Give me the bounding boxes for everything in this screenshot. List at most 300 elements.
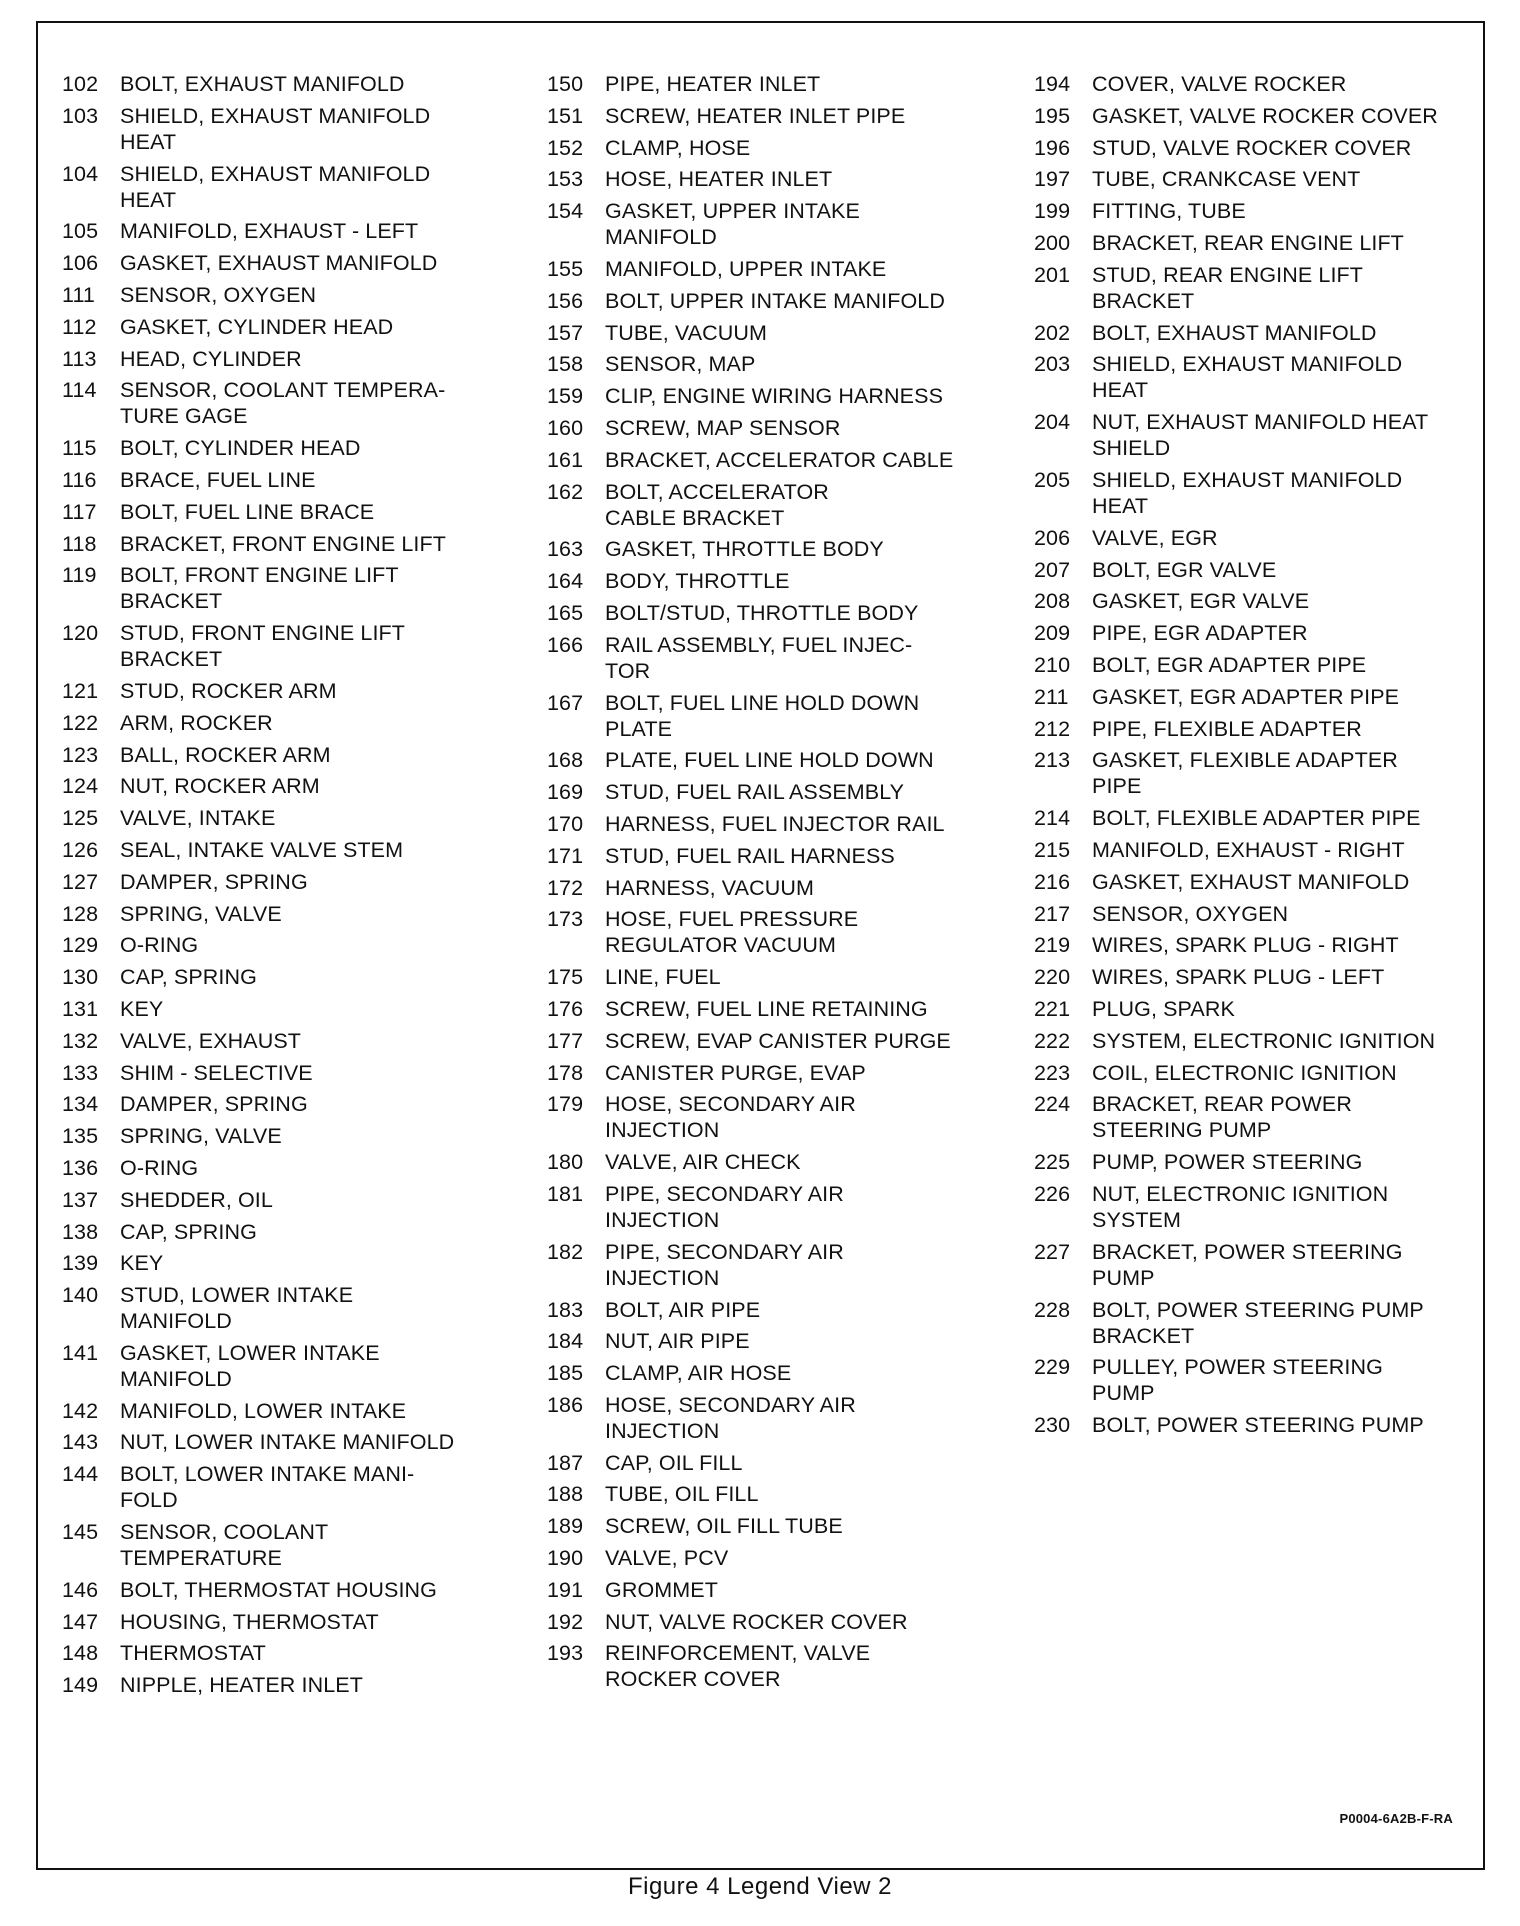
- legend-item: [547, 1513, 1027, 1539]
- item-description: CLAMP, HOSE: [605, 135, 751, 160]
- item-description: BRACKET, POWER STEERING PUMP: [1092, 1239, 1403, 1290]
- item-number: 193: [547, 1641, 584, 1666]
- legend-item: [62, 1519, 532, 1571]
- item-number: 151: [547, 103, 584, 128]
- item-description: BOLT, EXHAUST MANIFOLD: [120, 72, 405, 96]
- legend-item: [62, 1398, 532, 1424]
- item-description: TUBE, OIL FILL: [605, 1482, 759, 1507]
- item-description: GASKET, FLEXIBLE ADAPTER PIPE: [1092, 748, 1398, 799]
- legend-item: [1034, 166, 1484, 192]
- legend-item: [62, 467, 532, 493]
- item-number: 117: [62, 499, 97, 524]
- legend-item: [547, 1091, 1027, 1143]
- item-number: 105: [62, 219, 99, 244]
- item-description: BOLT, THERMOSTAT HOUSING: [120, 1577, 437, 1602]
- item-number: 136: [62, 1155, 99, 1180]
- item-description: BODY, THROTTLE: [605, 569, 790, 594]
- legend-item: [62, 1219, 532, 1245]
- legend-item: [547, 811, 1027, 837]
- legend-frame: [36, 21, 1485, 1870]
- legend-item: [62, 282, 532, 308]
- legend-item: [62, 562, 532, 614]
- legend-item: [62, 805, 532, 831]
- legend-item: [547, 1328, 1027, 1354]
- item-description: NUT, EXHAUST MANIFOLD HEAT SHIELD: [1092, 410, 1429, 461]
- item-number: 182: [547, 1239, 584, 1264]
- item-number: 215: [1034, 837, 1071, 862]
- item-number: 208: [1034, 589, 1071, 614]
- legend-item: [547, 1028, 1027, 1054]
- legend-item: [1034, 652, 1484, 678]
- item-description: STUD, FUEL RAIL ASSEMBLY: [605, 780, 905, 805]
- legend-item: [547, 964, 1027, 990]
- item-description: STUD, FRONT ENGINE LIFT BRACKET: [120, 621, 406, 672]
- item-description: SENSOR, OXYGEN: [1092, 901, 1289, 926]
- item-description: RAIL ASSEMBLY, FUEL INJEC- TOR: [605, 632, 913, 683]
- item-description: SHIM - SELECTIVE: [120, 1060, 313, 1085]
- legend-item: [62, 1060, 532, 1086]
- legend-item: [547, 1149, 1027, 1175]
- legend-item: [62, 1609, 532, 1635]
- item-number: 135: [62, 1124, 99, 1149]
- item-number: 106: [62, 251, 99, 276]
- legend-item: [62, 620, 532, 672]
- item-description: SENSOR, MAP: [605, 352, 756, 377]
- item-number: 116: [62, 467, 97, 492]
- item-number: 214: [1034, 806, 1071, 831]
- legend-item: [1034, 467, 1484, 519]
- item-number: 137: [62, 1187, 99, 1212]
- item-number: 170: [547, 811, 584, 836]
- legend-item: [62, 996, 532, 1022]
- item-description: HARNESS, FUEL INJECTOR RAIL: [605, 811, 945, 836]
- item-number: 148: [62, 1641, 99, 1666]
- item-number: 131: [62, 996, 99, 1021]
- legend-item: [547, 906, 1027, 958]
- legend-item: [547, 1609, 1027, 1635]
- item-description: SYSTEM, ELECTRONIC IGNITION: [1092, 1028, 1436, 1053]
- item-description: PIPE, HEATER INLET: [605, 72, 821, 96]
- legend-item: [1034, 1181, 1484, 1233]
- legend-item: [62, 531, 532, 557]
- item-description: TUBE, CRANKCASE VENT: [1092, 167, 1361, 192]
- item-description: GASKET, THROTTLE BODY: [605, 537, 884, 562]
- item-number: 147: [62, 1609, 99, 1634]
- item-number: 177: [547, 1028, 584, 1053]
- item-number: 199: [1034, 199, 1071, 224]
- legend-item: [62, 1123, 532, 1149]
- legend-item: [547, 747, 1027, 773]
- item-description: O-RING: [120, 1155, 199, 1180]
- item-number: 171: [547, 843, 584, 868]
- item-description: SHIELD, EXHAUST MANIFOLD HEAT: [120, 103, 431, 154]
- item-description: PIPE, SECONDARY AIR INJECTION: [605, 1239, 844, 1290]
- item-number: 184: [547, 1329, 584, 1354]
- item-number: 132: [62, 1028, 99, 1053]
- item-number: 165: [547, 600, 584, 625]
- legend-item: [547, 256, 1027, 282]
- item-number: 178: [547, 1060, 584, 1085]
- legend-item: [1034, 716, 1484, 742]
- item-number: 149: [62, 1673, 99, 1698]
- item-description: NUT, LOWER INTAKE MANIFOLD: [120, 1430, 455, 1455]
- legend-item: [62, 742, 532, 768]
- legend-item: [1034, 684, 1484, 710]
- item-description: GASKET, CYLINDER HEAD: [120, 314, 394, 339]
- legend-item: [1034, 805, 1484, 831]
- item-description: VALVE, AIR CHECK: [605, 1150, 801, 1175]
- item-number: 185: [547, 1361, 584, 1386]
- item-description: GASKET, EGR ADAPTER PIPE: [1092, 684, 1400, 709]
- item-number: 205: [1034, 467, 1071, 492]
- item-description: SPRING, VALVE: [120, 1124, 282, 1149]
- item-number: 173: [547, 907, 584, 932]
- item-number: 128: [62, 901, 99, 926]
- item-description: SEAL, INTAKE VALVE STEM: [120, 837, 404, 862]
- legend-item: [62, 499, 532, 525]
- item-description: MANIFOLD, UPPER INTAKE: [605, 256, 887, 281]
- legend-item: [547, 383, 1027, 409]
- item-number: 196: [1034, 135, 1071, 160]
- item-description: HOSE, SECONDARY AIR INJECTION: [605, 1392, 856, 1443]
- item-description: BOLT/STUD, THROTTLE BODY: [605, 600, 919, 625]
- item-number: 144: [62, 1462, 99, 1487]
- legend-item: [547, 690, 1027, 742]
- legend-item: [62, 1028, 532, 1054]
- item-description: BRACKET, REAR POWER STEERING PUMP: [1092, 1092, 1352, 1143]
- item-description: REINFORCEMENT, VALVE ROCKER COVER: [605, 1641, 871, 1692]
- legend-item: [1034, 351, 1484, 403]
- legend-item: [1034, 1412, 1484, 1438]
- item-description: KEY: [120, 996, 164, 1021]
- item-number: 181: [547, 1181, 584, 1206]
- item-description: BRACKET, ACCELERATOR CABLE: [605, 447, 954, 472]
- legend-item: [547, 447, 1027, 473]
- item-description: SCREW, HEATER INLET PIPE: [605, 103, 906, 128]
- legend-item: [62, 377, 532, 429]
- item-description: BOLT, POWER STEERING PUMP: [1092, 1413, 1424, 1438]
- item-description: VALVE, PCV: [605, 1546, 729, 1571]
- item-description: HEAD, CYLINDER: [120, 346, 302, 371]
- item-description: HOUSING, THERMOSTAT: [120, 1609, 379, 1634]
- item-description: KEY: [120, 1251, 164, 1276]
- item-description: CAP, OIL FILL: [605, 1450, 743, 1475]
- item-description: SENSOR, OXYGEN: [120, 282, 317, 307]
- item-description: VALVE, EXHAUST: [120, 1028, 302, 1053]
- legend-item: [62, 71, 532, 97]
- legend-item: [1034, 1297, 1484, 1349]
- item-description: BRACKET, FRONT ENGINE LIFT: [120, 531, 446, 556]
- item-description: STUD, VALVE ROCKER COVER: [1092, 135, 1412, 160]
- legend-item: [1034, 1091, 1484, 1143]
- item-description: NIPPLE, HEATER INLET: [120, 1673, 363, 1698]
- item-number: 126: [62, 837, 99, 862]
- item-number: 145: [62, 1520, 99, 1545]
- item-description: BOLT, AIR PIPE: [605, 1297, 761, 1322]
- legend-item: [547, 1060, 1027, 1086]
- item-number: 219: [1034, 933, 1071, 958]
- item-number: 154: [547, 199, 584, 224]
- item-description: HOSE, FUEL PRESSURE REGULATOR VACUUM: [605, 907, 859, 958]
- item-description: STUD, REAR ENGINE LIFT BRACKET: [1092, 262, 1363, 313]
- legend-item: [62, 1577, 532, 1603]
- legend-item: [62, 314, 532, 340]
- item-description: MANIFOLD, EXHAUST - RIGHT: [1092, 837, 1405, 862]
- item-number: 111: [62, 282, 95, 307]
- item-description: MANIFOLD, EXHAUST - LEFT: [120, 219, 419, 244]
- item-number: 150: [547, 72, 584, 96]
- item-number: 189: [547, 1514, 584, 1539]
- item-number: 187: [547, 1450, 584, 1475]
- item-description: CAP, SPRING: [120, 1219, 257, 1244]
- item-description: WIRES, SPARK PLUG - RIGHT: [1092, 933, 1399, 958]
- item-description: BOLT, UPPER INTAKE MANIFOLD: [605, 288, 945, 313]
- item-number: 146: [62, 1577, 99, 1602]
- item-description: SHIELD, EXHAUST MANIFOLD HEAT: [1092, 467, 1403, 518]
- item-number: 124: [62, 774, 99, 799]
- item-number: 167: [547, 690, 584, 715]
- legend-item: [1034, 320, 1484, 346]
- legend-item: [547, 1640, 1027, 1692]
- item-description: ARM, ROCKER: [120, 710, 273, 735]
- item-number: 130: [62, 965, 99, 990]
- item-number: 224: [1034, 1092, 1071, 1117]
- legend-item: [1034, 588, 1484, 614]
- item-number: 188: [547, 1482, 584, 1507]
- legend-item: [547, 1297, 1027, 1323]
- item-description: BRACE, FUEL LINE: [120, 467, 316, 492]
- legend-item: [62, 964, 532, 990]
- item-number: 210: [1034, 652, 1071, 677]
- item-number: 200: [1034, 230, 1071, 255]
- figure-caption: Figure 4 Legend View 2: [627, 1873, 893, 1900]
- item-description: GASKET, EGR VALVE: [1092, 589, 1310, 614]
- legend-item: [1034, 135, 1484, 161]
- item-description: VALVE, INTAKE: [120, 806, 276, 831]
- item-number: 113: [62, 346, 97, 371]
- item-number: 134: [62, 1092, 99, 1117]
- item-description: NUT, AIR PIPE: [605, 1329, 750, 1354]
- item-description: BOLT, FUEL LINE BRACE: [120, 499, 375, 524]
- item-number: 123: [62, 742, 99, 767]
- item-number: 207: [1034, 557, 1071, 582]
- legend-item: [1034, 557, 1484, 583]
- item-description: BOLT, FLEXIBLE ADAPTER PIPE: [1092, 806, 1421, 831]
- legend-item: [62, 1672, 532, 1698]
- legend-item: [547, 351, 1027, 377]
- legend-item: [62, 932, 532, 958]
- legend-item: [547, 632, 1027, 684]
- legend-item: [62, 1250, 532, 1276]
- legend-item: [547, 875, 1027, 901]
- item-number: 152: [547, 135, 584, 160]
- legend-item: [1034, 620, 1484, 646]
- item-number: 211: [1034, 684, 1069, 709]
- item-number: 203: [1034, 352, 1071, 377]
- legend-item: [62, 1155, 532, 1181]
- item-description: SHEDDER, OIL: [120, 1187, 273, 1212]
- item-number: 191: [547, 1577, 584, 1602]
- item-number: 176: [547, 996, 584, 1021]
- legend-item: [1034, 230, 1484, 256]
- legend-item: [1034, 869, 1484, 895]
- item-description: DAMPER, SPRING: [120, 1092, 308, 1117]
- legend-item: [62, 1091, 532, 1117]
- legend-item: [1034, 198, 1484, 224]
- item-number: 195: [1034, 103, 1071, 128]
- item-number: 139: [62, 1251, 99, 1276]
- item-number: 204: [1034, 410, 1071, 435]
- item-number: 125: [62, 806, 99, 831]
- item-description: CLIP, ENGINE WIRING HARNESS: [605, 384, 944, 409]
- legend-item: [547, 135, 1027, 161]
- item-description: GASKET, LOWER INTAKE MANIFOLD: [120, 1340, 380, 1391]
- item-number: 229: [1034, 1355, 1071, 1380]
- item-number: 223: [1034, 1060, 1071, 1085]
- item-number: 112: [62, 314, 97, 339]
- legend-item: [1034, 932, 1484, 958]
- item-description: PULLEY, POWER STEERING PUMP: [1092, 1355, 1383, 1406]
- legend-item: [62, 103, 532, 155]
- legend-item: [1034, 996, 1484, 1022]
- item-number: 206: [1034, 525, 1071, 550]
- item-number: 161: [547, 447, 584, 472]
- item-number: 201: [1034, 262, 1071, 287]
- legend-item: [62, 1187, 532, 1213]
- item-description: HARNESS, VACUUM: [605, 875, 814, 900]
- item-description: BOLT, EGR ADAPTER PIPE: [1092, 652, 1367, 677]
- item-number: 164: [547, 569, 584, 594]
- legend-item: [547, 1545, 1027, 1571]
- item-number: 222: [1034, 1028, 1071, 1053]
- item-description: COIL, ELECTRONIC IGNITION: [1092, 1060, 1397, 1085]
- item-number: 103: [62, 103, 99, 128]
- legend-item: [1034, 71, 1484, 97]
- legend-item: [547, 1239, 1027, 1291]
- item-description: NUT, ROCKER ARM: [120, 774, 320, 799]
- legend-item: [547, 1450, 1027, 1476]
- item-number: 221: [1034, 996, 1071, 1021]
- legend-item: [547, 198, 1027, 250]
- legend-item: [1034, 525, 1484, 551]
- item-number: 157: [547, 320, 584, 345]
- item-number: 168: [547, 748, 584, 773]
- legend-item: [547, 71, 1027, 97]
- legend-item: [547, 600, 1027, 626]
- item-description: SENSOR, COOLANT TEMPERATURE: [120, 1520, 329, 1571]
- legend-item: [547, 1360, 1027, 1386]
- item-description: FITTING, TUBE: [1092, 199, 1246, 224]
- legend-item: [62, 837, 532, 863]
- item-number: 172: [547, 875, 584, 900]
- item-description: BOLT, EXHAUST MANIFOLD: [1092, 320, 1377, 345]
- legend-item: [62, 218, 532, 244]
- legend-item: [547, 779, 1027, 805]
- legend-item: [62, 1640, 532, 1666]
- legend-item: [62, 435, 532, 461]
- item-description: SCREW, EVAP CANISTER PURGE: [605, 1028, 951, 1053]
- legend-item: [1034, 1354, 1484, 1406]
- item-description: BOLT, EGR VALVE: [1092, 557, 1277, 582]
- item-number: 230: [1034, 1413, 1071, 1438]
- legend-item: [1034, 837, 1484, 863]
- item-number: 159: [547, 384, 584, 409]
- item-description: GASKET, UPPER INTAKE MANIFOLD: [605, 199, 860, 250]
- item-number: 143: [62, 1430, 99, 1455]
- item-number: 121: [62, 678, 99, 703]
- legend-item: [62, 1282, 532, 1334]
- item-description: BOLT, CYLINDER HEAD: [120, 436, 361, 461]
- legend-item: [547, 536, 1027, 562]
- item-description: SHIELD, EXHAUST MANIFOLD HEAT: [1092, 352, 1403, 403]
- item-description: MANIFOLD, LOWER INTAKE: [120, 1398, 407, 1423]
- legend-item: [547, 568, 1027, 594]
- item-description: BALL, ROCKER ARM: [120, 742, 331, 767]
- item-description: PIPE, FLEXIBLE ADAPTER: [1092, 716, 1362, 741]
- legend-item: [547, 1181, 1027, 1233]
- legend-item: [1034, 262, 1484, 314]
- item-description: LINE, FUEL: [605, 965, 721, 990]
- item-description: CANISTER PURGE, EVAP: [605, 1060, 866, 1085]
- item-number: 141: [62, 1340, 99, 1365]
- item-number: 138: [62, 1219, 99, 1244]
- item-description: WIRES, SPARK PLUG - LEFT: [1092, 965, 1385, 990]
- legend-item: [1034, 964, 1484, 990]
- item-number: 120: [62, 621, 99, 646]
- item-description: SCREW, FUEL LINE RETAINING: [605, 996, 928, 1021]
- legend-item: [62, 710, 532, 736]
- legend-item: [1034, 1149, 1484, 1175]
- legend-item: [62, 1461, 532, 1513]
- item-number: 118: [62, 531, 97, 556]
- legend-item: [62, 161, 532, 213]
- legend-column-2: [547, 71, 1027, 1698]
- item-number: 122: [62, 710, 99, 735]
- legend-item: [1034, 103, 1484, 129]
- item-description: BRACKET, REAR ENGINE LIFT: [1092, 230, 1404, 255]
- item-number: 186: [547, 1392, 584, 1417]
- legend-item: [1034, 409, 1484, 461]
- legend-item: [62, 1429, 532, 1455]
- item-description: STUD, LOWER INTAKE MANIFOLD: [120, 1283, 354, 1334]
- item-description: SPRING, VALVE: [120, 901, 282, 926]
- item-description: SCREW, OIL FILL TUBE: [605, 1514, 843, 1539]
- figure-code: P0004-6A2B-F-RA: [1339, 1811, 1453, 1826]
- item-description: PIPE, EGR ADAPTER: [1092, 621, 1308, 646]
- item-description: SENSOR, COOLANT TEMPERA- TURE GAGE: [120, 378, 446, 429]
- item-description: SHIELD, EXHAUST MANIFOLD HEAT: [120, 161, 431, 212]
- item-number: 227: [1034, 1239, 1071, 1264]
- item-number: 213: [1034, 748, 1071, 773]
- item-number: 220: [1034, 965, 1071, 990]
- legend-item: [547, 320, 1027, 346]
- item-description: NUT, VALVE ROCKER COVER: [605, 1609, 908, 1634]
- item-number: 202: [1034, 320, 1071, 345]
- item-number: 216: [1034, 869, 1071, 894]
- item-number: 209: [1034, 621, 1071, 646]
- legend-item: [547, 479, 1027, 531]
- legend-item: [62, 678, 532, 704]
- item-description: PLUG, SPARK: [1092, 996, 1235, 1021]
- item-number: 133: [62, 1060, 99, 1085]
- item-description: TUBE, VACUUM: [605, 320, 768, 345]
- item-number: 114: [62, 378, 97, 403]
- legend-item: [62, 250, 532, 276]
- item-number: 140: [62, 1283, 99, 1308]
- item-number: 180: [547, 1150, 584, 1175]
- item-number: 190: [547, 1546, 584, 1571]
- item-number: 163: [547, 537, 584, 562]
